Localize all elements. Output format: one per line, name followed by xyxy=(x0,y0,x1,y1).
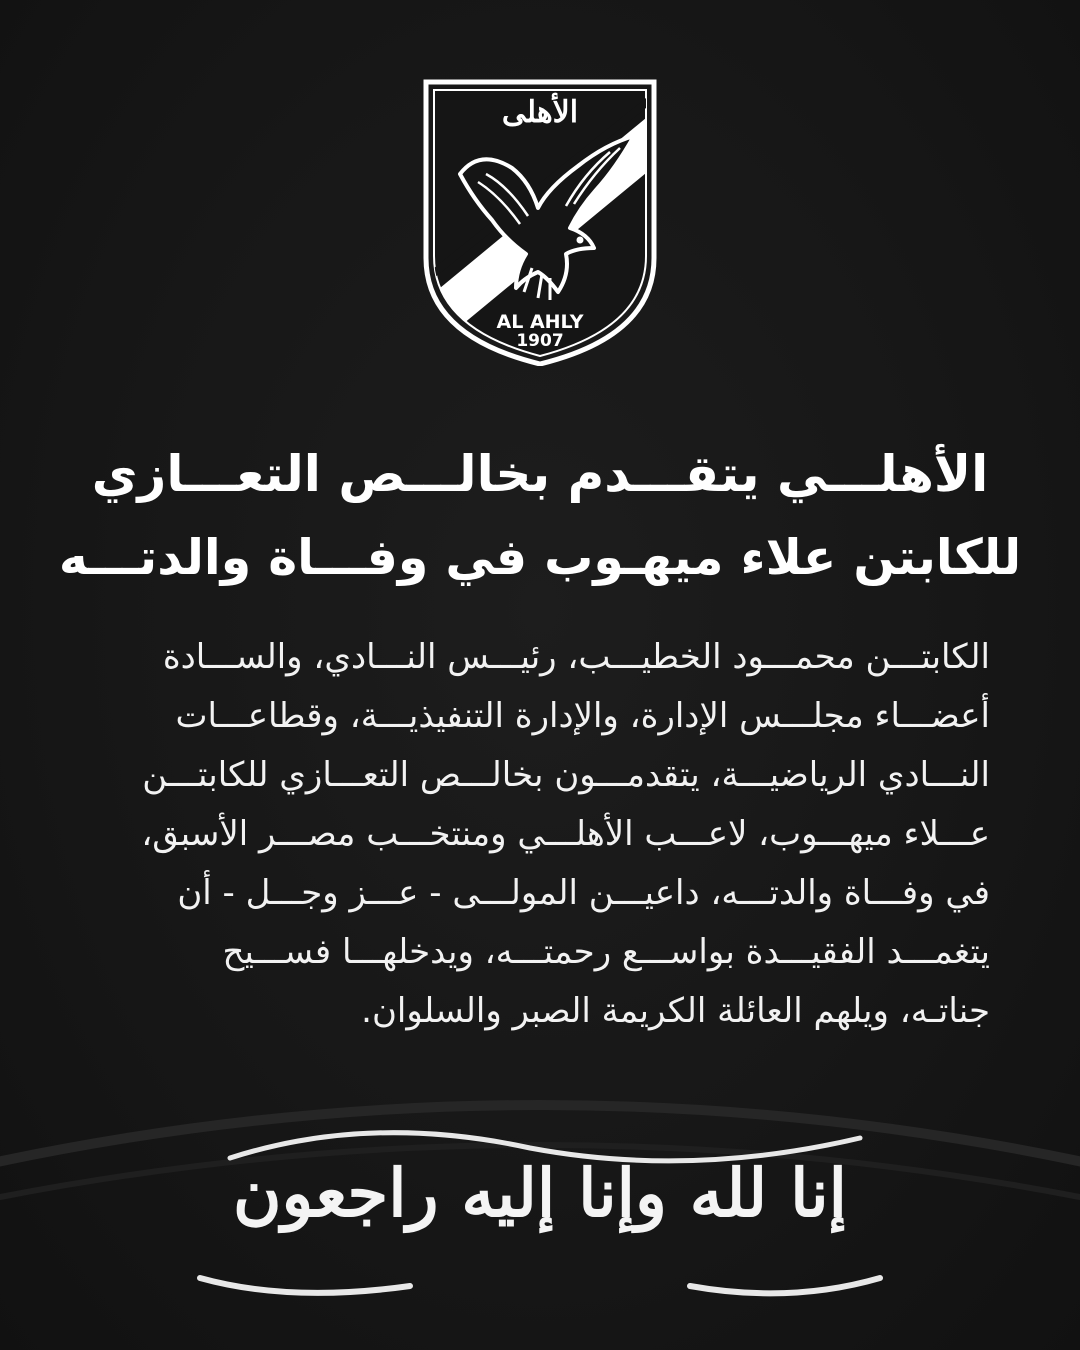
body-line: النـــادي الرياضيـــة، يتقدمـــون بخالـــص التعـــازي للكابتـــن xyxy=(142,755,990,795)
calligraphy-text: إنا لله وإنا إليه راجعون xyxy=(233,1154,847,1232)
body-line: يتغمـــد الفقيـــدة بواســـع رحمتـــه، ويدخلهـــا فســـيح xyxy=(222,932,990,972)
headline-line-1: الأهلـــي يتقـــدم بخالـــص التعـــازي xyxy=(91,445,989,503)
body-line: الكابتـــن محمـــود الخطيـــب، رئيـــس النـــادي، والســـادة xyxy=(162,637,990,677)
calligraphy-verse xyxy=(170,1118,910,1298)
logo-year: 1907 xyxy=(516,331,564,351)
body-line: في وفـــاة والدتـــه، داعيـــن المولـــى - عـــز وجـــل - أن xyxy=(177,873,990,913)
calligraphy-flourish xyxy=(170,1118,910,1298)
body-line: عـــلاء ميهـــوب، لاعـــب الأهلـــي ومنتخـــب مصـــر الأسبق، xyxy=(141,814,990,854)
logo-english-name: AL AHLY xyxy=(496,311,584,333)
condolence-body xyxy=(90,628,990,1041)
body-line: جناتـه، ويلهم العائلة الكريمة الصبر والسلوان. xyxy=(361,991,990,1031)
body-line: أعضـــاء مجلـــس الإدارة، والإدارة التنفيذيـــة، وقطاعـــات xyxy=(175,696,990,736)
headline xyxy=(50,432,1030,600)
shield-emblem xyxy=(420,78,660,366)
headline-line-2: للكابتن علاء ميهـوب في وفـــاة والدتـــه xyxy=(58,529,1022,586)
club-logo xyxy=(420,78,660,366)
logo-arabic-name: الأهلى xyxy=(501,95,579,130)
